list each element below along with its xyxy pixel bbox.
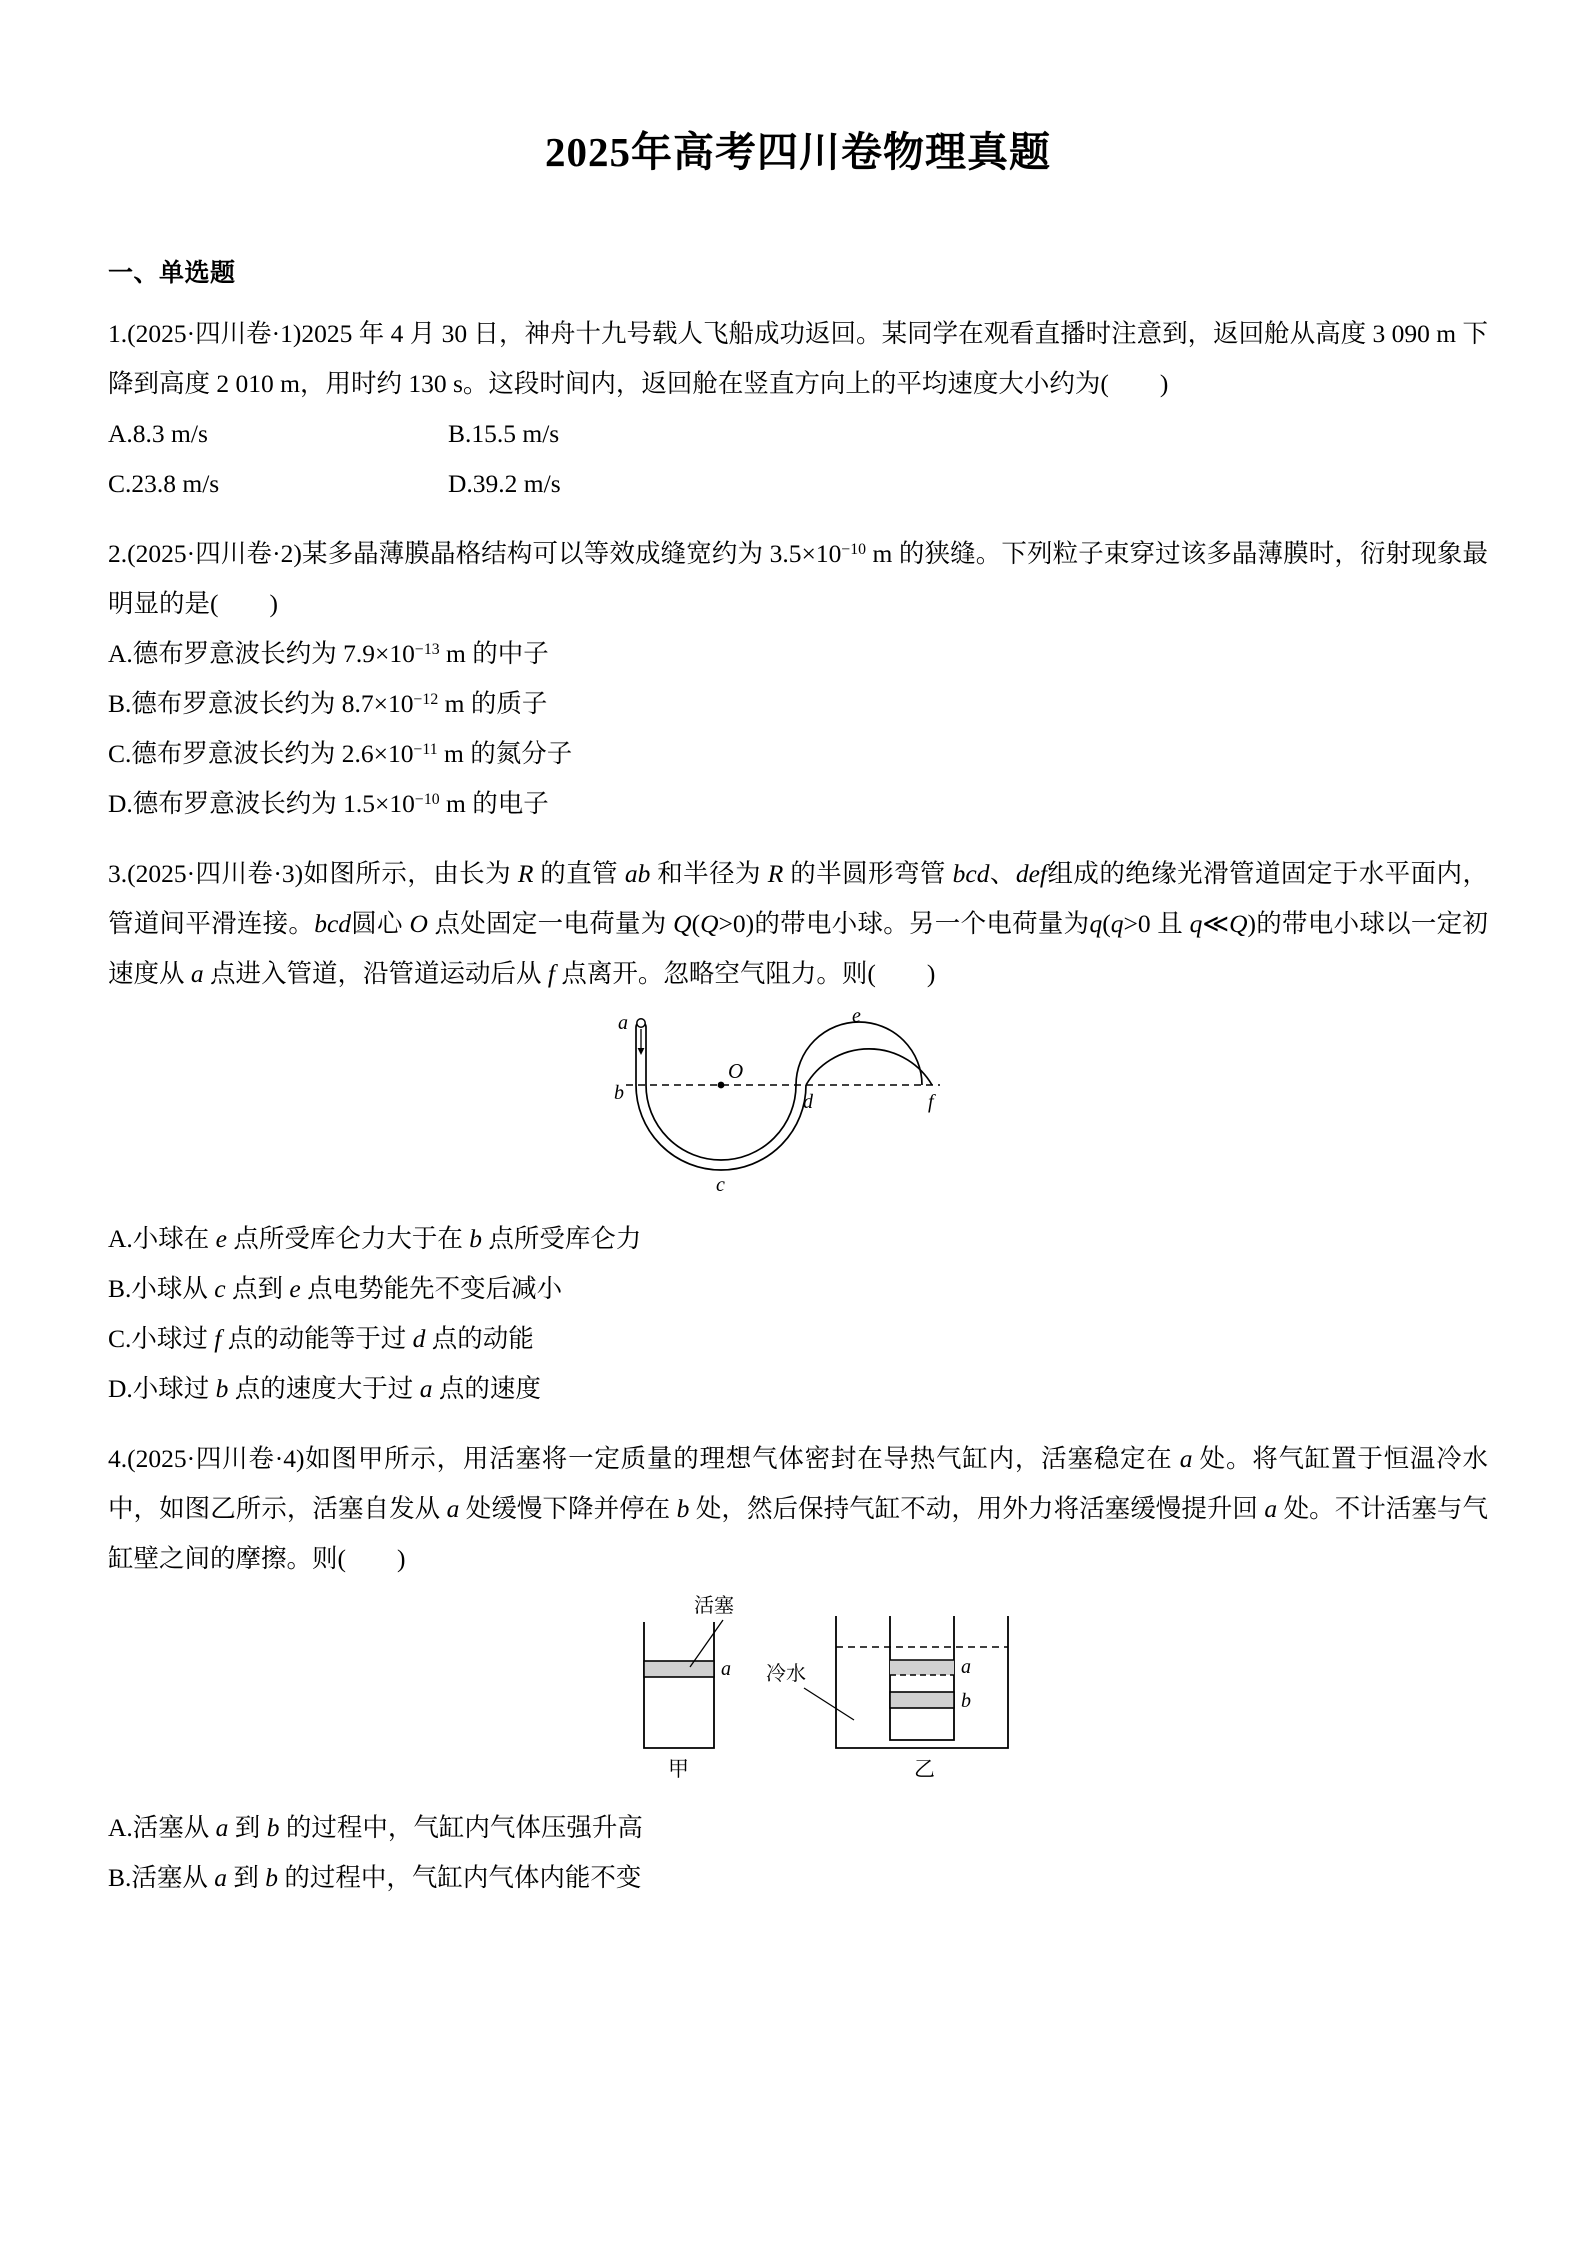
q3-opt-d-v1: b	[215, 1374, 229, 1404]
label-O: O	[728, 1059, 744, 1084]
question-2-option-b[interactable]	[108, 679, 1488, 729]
q3-var-bcd: bcd	[952, 859, 990, 889]
q3-opt-b-v2: e	[289, 1274, 301, 1304]
question-2-stem-part3: 薄膜时，衍射现象最明显的是( )	[108, 539, 1488, 619]
q4-seg1: 如图甲所示，用活塞将一定质量的理想气体密封在导热气缸内，活塞稳定在	[304, 1444, 1180, 1474]
q4-seg5: 处。不计活塞与气缸壁之间的摩擦。则( )	[108, 1494, 1488, 1574]
piston-leader-line	[690, 1620, 723, 1667]
q3-opt-c-v1: f	[214, 1324, 222, 1354]
cylinder-jia-wall	[644, 1622, 714, 1748]
q3-var-a: a	[190, 959, 204, 989]
water-tank-wall	[836, 1616, 1008, 1748]
piston-jia	[644, 1661, 714, 1677]
question-1-option-b[interactable]: B.15.5 m/s	[448, 419, 560, 449]
q3-seg9: (	[691, 909, 701, 939]
q3-opt-a-p1: A.小球在	[108, 1224, 216, 1254]
label-d: d	[803, 1091, 813, 1114]
q3-opt-c-p3: 点的动能	[425, 1324, 534, 1354]
question-3-stem	[108, 849, 1488, 999]
q4-opt-a-v1: a	[215, 1813, 229, 1843]
question-4	[108, 1434, 1488, 1903]
page-content	[108, 0, 1488, 1903]
question-2-option-a-exponent: −13	[414, 640, 440, 658]
cold-water-leader-line	[804, 1688, 854, 1720]
question-4-option-a[interactable]	[108, 1803, 1488, 1853]
question-4-label: 4.(2025·四川卷·4)	[108, 1444, 305, 1474]
q3-var-q: q	[1089, 909, 1103, 939]
piston-position-b	[890, 1692, 954, 1708]
q3-opt-d-p2: 点的速度大于过	[228, 1374, 420, 1404]
question-1-line2: 从高度 3 090 m 下降到高度 2 010 m，用时约 130 s。这段时间内，返回舱在竖直方向上的平均速度大小约	[108, 319, 1488, 399]
question-2-stem	[108, 529, 1488, 629]
label-b: b	[614, 1082, 624, 1105]
position-label-a-yi: a	[961, 1656, 971, 1679]
question-2-option-b-suffix: m 的质子	[438, 689, 548, 719]
q3-seg14: )的带电小球以一定初速度从	[108, 909, 1488, 989]
q4-var-b: b	[676, 1494, 690, 1524]
question-4-option-b[interactable]	[108, 1853, 1488, 1903]
tube-bcd-outer-wall	[636, 1085, 806, 1170]
question-2-option-d-exponent: −10	[414, 790, 440, 808]
question-1-line3: 为( )	[1074, 369, 1169, 399]
question-4-stem	[108, 1434, 1488, 1584]
q3-opt-a-p3: 点所受库仑力	[482, 1224, 642, 1254]
q4-opt-a-p1: A.活塞从	[108, 1813, 216, 1843]
centre-point-O	[718, 1082, 725, 1089]
tube-bcd-inner-wall	[646, 1085, 796, 1160]
q3-seg7: 圆心	[351, 909, 410, 939]
q3-opt-c-p1: C.小球过	[108, 1324, 215, 1354]
question-2-stem-part2: m 的狭缝。下列粒子束穿过该多晶	[866, 539, 1258, 569]
q3-var-R2: R	[767, 859, 784, 889]
label-f: f	[928, 1091, 934, 1114]
tube-def-outer-wall	[806, 1049, 932, 1085]
question-2-option-c-suffix: m 的氮分子	[437, 739, 573, 769]
q3-seg3: 和半径为	[650, 859, 768, 889]
q3-var-f: f	[547, 959, 555, 989]
q4-seg4: 处，然后保持气缸不动，用外力将活塞缓慢提升回	[689, 1494, 1265, 1524]
q3-seg2: 的直管	[533, 859, 625, 889]
piston-cylinder-diagram	[518, 1592, 1078, 1792]
question-2	[108, 529, 1488, 829]
q3-var-bcd2: bcd	[314, 909, 352, 939]
q4-opt-b-v2: b	[265, 1863, 279, 1893]
q3-var-def: def	[1015, 859, 1048, 889]
cold-water-label: 冷水	[766, 1663, 806, 1686]
q3-opt-b-p2: 点到	[225, 1274, 290, 1304]
question-2-option-d-prefix: D.德布罗意波长约为 1.5×10	[108, 789, 415, 819]
position-label-a-jia: a	[721, 1658, 731, 1681]
question-2-option-d[interactable]	[108, 779, 1488, 829]
s-shaped-tube-diagram	[588, 1005, 1008, 1205]
figure-caption-jia: 甲	[668, 1757, 689, 1782]
q3-opt-d-v2: a	[419, 1374, 433, 1404]
q3-var-q2: q	[1110, 909, 1124, 939]
question-1-options-row-2	[108, 459, 1488, 509]
charged-ball	[637, 1019, 645, 1027]
q3-seg4: 的半圆形弯管	[783, 859, 953, 889]
question-3-label: 3.(2025·四川卷·3)	[108, 859, 304, 889]
q3-var-Q: Q	[673, 909, 692, 939]
question-1-option-d[interactable]: D.39.2 m/s	[448, 469, 561, 499]
page-title: 2025年高考四川卷物理真题	[545, 129, 1051, 175]
section-heading-single-choice: 一、单选题	[108, 259, 236, 288]
q4-var-a2: a	[446, 1494, 460, 1524]
label-a: a	[618, 1012, 628, 1035]
q3-var-R: R	[517, 859, 534, 889]
q3-seg17: ( )	[867, 959, 936, 989]
q4-opt-a-p2: 到	[228, 1813, 267, 1843]
question-2-option-a[interactable]	[108, 629, 1488, 679]
q4-var-a: a	[1179, 1444, 1193, 1474]
question-3-option-d[interactable]	[108, 1364, 1488, 1414]
q3-var-O: O	[409, 909, 428, 939]
question-1-option-a[interactable]: A.8.3 m/s	[108, 419, 208, 449]
q3-var-ab: ab	[624, 859, 651, 889]
q3-opt-c-p2: 点的动能等于过	[221, 1324, 413, 1354]
question-2-option-a-prefix: A.德布罗意波长约为 7.9×10	[108, 639, 415, 669]
question-2-option-b-exponent: −12	[413, 690, 439, 708]
question-1-stem	[108, 309, 1488, 409]
q4-opt-b-p2: 到	[227, 1863, 266, 1893]
q3-opt-a-v1: e	[215, 1224, 227, 1254]
q4-seg2: 处。将气缸置于恒温冷水中，如图乙所示，活塞自发从	[108, 1444, 1488, 1524]
q3-seg5: 、	[989, 859, 1016, 889]
q3-opt-d-p3: 点的速度	[432, 1374, 541, 1404]
q3-opt-a-p2: 点所受库仑力大于在	[227, 1224, 470, 1254]
question-2-option-a-suffix: m 的中子	[439, 639, 549, 669]
q4-opt-b-v1: a	[214, 1863, 228, 1893]
q3-seg11: (	[1102, 909, 1111, 939]
tube-def-inner-wall	[796, 1022, 922, 1085]
piston-position-a-band	[890, 1660, 954, 1675]
question-1-label: 1.(2025·四川卷·1)	[108, 319, 302, 349]
question-2-label: 2.(2025·四川卷·2)	[108, 539, 302, 569]
q3-opt-d-p1: D.小球过	[108, 1374, 216, 1404]
question-3-option-c[interactable]	[108, 1314, 1488, 1364]
question-2-stem-part1: 某多晶薄膜晶格结构可以等效成缝宽约为 3.5×10	[301, 539, 842, 569]
question-2-option-c-exponent: −11	[413, 740, 438, 758]
position-label-b-yi: b	[961, 1690, 971, 1713]
q3-seg6: 组成的绝缘光滑管道固定于水平面内，管道间平滑连接。	[108, 859, 1488, 939]
question-1	[108, 309, 1488, 509]
q3-seg8: 点处固定一电荷量为	[427, 909, 674, 939]
label-e: e	[852, 1005, 861, 1028]
q3-opt-b-p1: B.小球从	[108, 1274, 215, 1304]
q4-seg3: 处缓慢下降并停在	[459, 1494, 677, 1524]
q4-opt-a-v2: b	[266, 1813, 280, 1843]
question-3-option-b[interactable]	[108, 1264, 1488, 1314]
piston-label-jia: 活塞	[694, 1595, 734, 1618]
question-2-option-c-prefix: C.德布罗意波长约为 2.6×10	[108, 739, 414, 769]
question-2-exponent: −10	[841, 540, 867, 558]
figure-caption-yi: 乙	[914, 1757, 935, 1782]
question-1-option-c[interactable]: C.23.8 m/s	[108, 469, 220, 499]
q3-opt-b-v1: c	[214, 1274, 226, 1304]
q3-seg1: 如图所示，由长为	[303, 859, 518, 889]
q3-var-Q2: Q	[700, 909, 719, 939]
q3-opt-c-v2: d	[412, 1324, 426, 1354]
question-1-line1: 2025 年 4 月 30 日，神舟十九号载人飞船成功返回。某同学在观看直播时注意到，返回舱	[301, 319, 1290, 349]
q4-opt-b-p1: B.活塞从	[108, 1863, 215, 1893]
q4-opt-a-p3: 的过程中，气缸内气体压强升高	[279, 1813, 643, 1843]
question-3-figure	[108, 1005, 1488, 1210]
q3-opt-a-v2: b	[469, 1224, 483, 1254]
q4-opt-b-p3: 的过程中，气缸内气体内能不变	[278, 1863, 642, 1893]
q3-seg10: >0)的带电小球。另一个电荷量为	[718, 909, 1090, 939]
motion-arrow-head	[638, 1048, 645, 1055]
question-2-option-d-suffix: m 的电子	[439, 789, 549, 819]
q4-var-a3: a	[1264, 1494, 1278, 1524]
q3-opt-b-p3: 点电势能先不变后减小	[300, 1274, 563, 1304]
label-c: c	[716, 1174, 725, 1197]
q3-seg13: ≪	[1202, 909, 1230, 939]
question-2-option-c[interactable]	[108, 729, 1488, 779]
q3-seg16: 点离开。忽略空气阻力。则	[555, 959, 868, 989]
question-3-option-a[interactable]	[108, 1214, 1488, 1264]
cylinder-yi-wall	[890, 1616, 954, 1740]
question-2-option-b-prefix: B.德布罗意波长约为 8.7×10	[108, 689, 414, 719]
q3-seg12: >0 且	[1123, 909, 1190, 939]
question-1-options-row-1	[108, 409, 1488, 459]
q3-var-Q3: Q	[1229, 909, 1248, 939]
q3-seg15: 点进入管道，沿管道运动后从	[203, 959, 548, 989]
question-4-figure	[108, 1592, 1488, 1797]
q3-var-q3: q	[1189, 909, 1203, 939]
question-3	[108, 849, 1488, 1414]
